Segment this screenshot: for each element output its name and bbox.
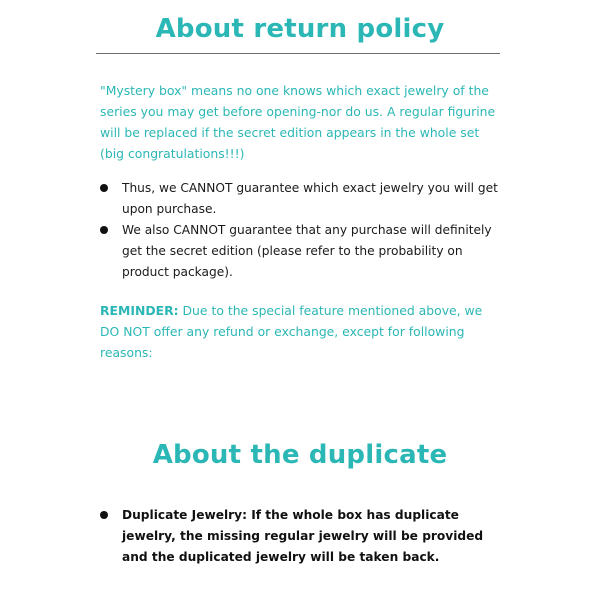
return-policy-title: About return policy: [155, 14, 445, 44]
list-item: [100, 220, 510, 283]
bullet-text: Duplicate Jewelry: If the whole box has duplicate jewelry, the missing regular jewelry will be provided and the duplicated jewelry will be taken back.: [122, 508, 484, 564]
duplicate-title: About the duplicate: [152, 440, 448, 470]
reminder-note: [100, 300, 505, 363]
mystery-box-intro: "Mystery box" means no one knows which exact jewelry of the series you may get before opening-nor do us. A regular figurine will be replaced if the secret edition appears in the whole set (big congratulations!!!): [100, 83, 496, 161]
bullet-text: Thus, we CANNOT guarantee which exact jewelry you will get upon purchase.: [122, 181, 498, 216]
duplicate-bullets: [100, 505, 510, 568]
return-policy-bullets: [100, 178, 510, 283]
title-divider: [96, 53, 500, 54]
list-item: [100, 178, 510, 220]
bullet-icon: [100, 511, 108, 519]
bullet-icon: [100, 184, 108, 192]
bullet-text: We also CANNOT guarantee that any purchase will definitely get the secret edition (please refer to the probability on product package).: [122, 223, 492, 279]
reminder-label: REMINDER:: [100, 303, 179, 318]
list-item: [100, 505, 510, 568]
bullet-icon: [100, 226, 108, 234]
reminder-text: Due to the special feature mentioned above, we DO NOT offer any refund or exchange, except for following reasons:: [100, 303, 483, 360]
